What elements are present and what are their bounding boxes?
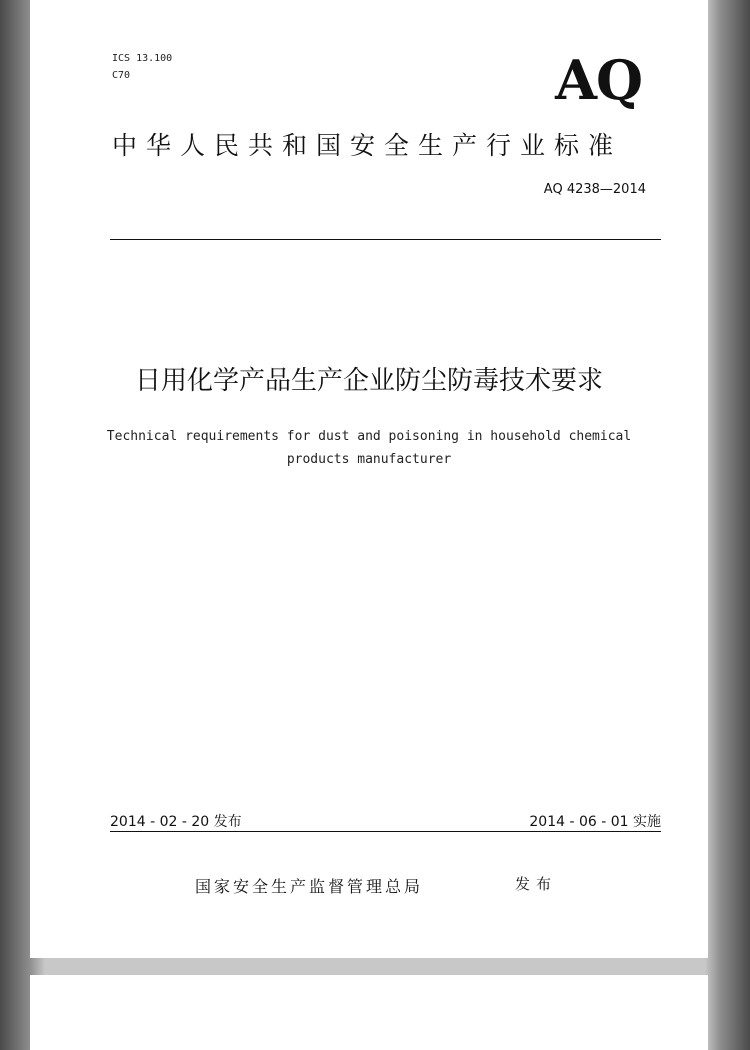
publish-label: 发布 <box>515 875 558 893</box>
standard-category-title: 中华人民共和国安全生产行业标准 <box>112 131 623 160</box>
header-divider <box>110 239 661 240</box>
standard-number: AQ 4238—2014 <box>543 182 646 197</box>
publisher-name: 国家安全生产监督管理总局 <box>195 877 424 896</box>
cover-page <box>30 0 708 958</box>
english-title-line-1: Technical requirements for dust and poisoning in household chemical <box>106 429 632 444</box>
next-page-edge <box>30 975 708 1050</box>
date-row <box>110 811 661 832</box>
aq-logo: AQ <box>555 48 642 112</box>
english-title-line-2: products manufacturer <box>286 452 452 467</box>
issue-date: 2014 - 02 - 20 发布 <box>110 814 242 830</box>
ccs-code: C70 <box>112 70 131 81</box>
classification-codes <box>112 50 172 84</box>
ics-code: ICS 13.100 <box>112 53 173 64</box>
effective-date: 2014 - 06 - 01 实施 <box>529 814 661 830</box>
document-title-english <box>30 425 708 471</box>
document-title-chinese: 日用化学产品生产企业防尘防毒技术要求 <box>134 366 603 396</box>
